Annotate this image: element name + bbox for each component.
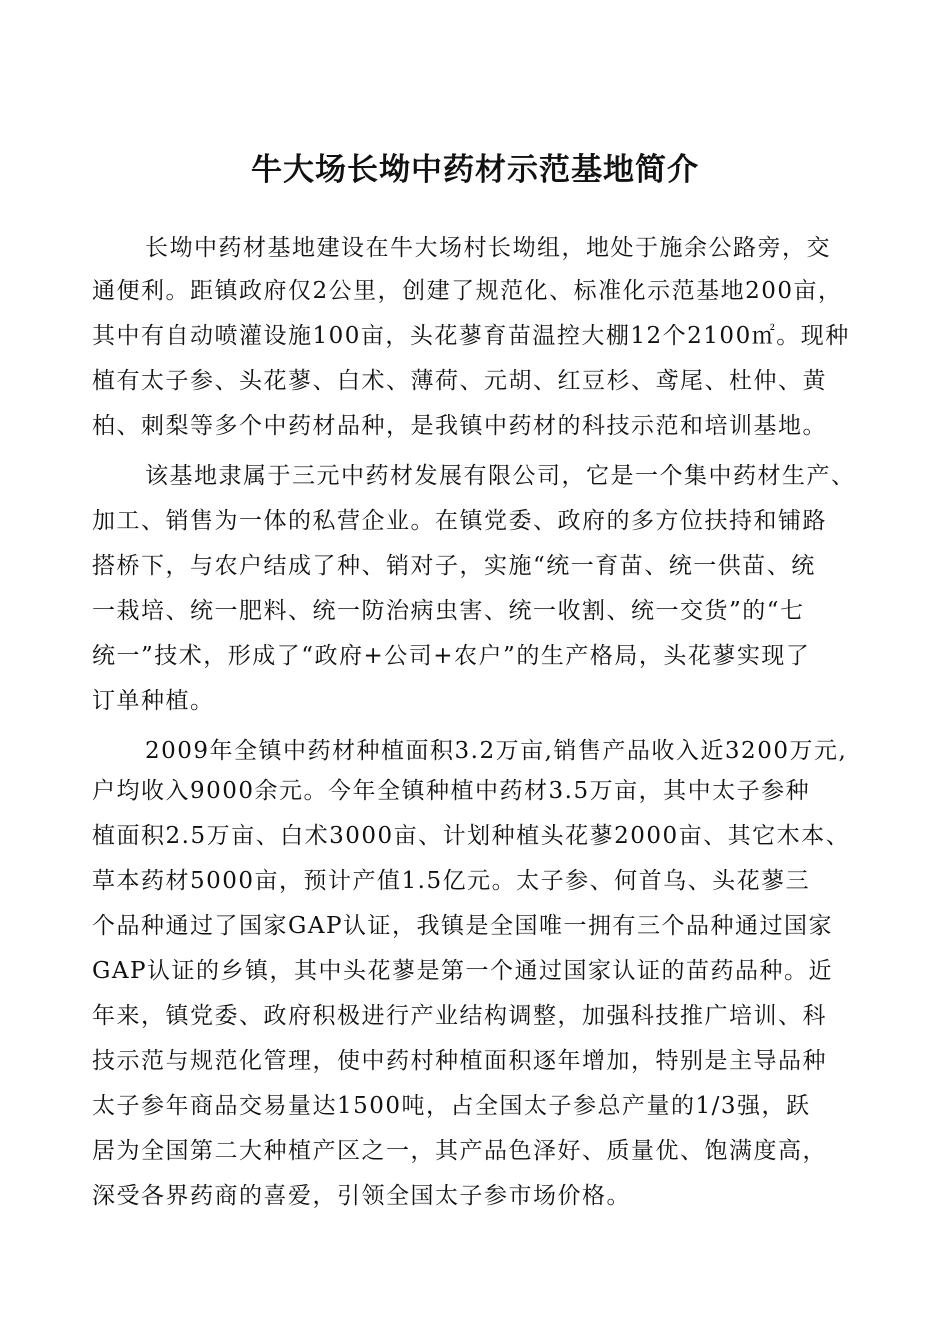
paragraph-3-line-8: 技示范与规范化管理，使中药村种植面积逐年增加，特别是主导品种: [92, 1048, 827, 1074]
paragraph-2-line-5: 统一”技术，形成了“政府+公司+农户”的生产格局，头花蓼实现了: [92, 643, 811, 669]
paragraph-3-line-11: 深受各界药商的喜爱，引领全国太子参市场价格。: [92, 1183, 631, 1209]
paragraph-1-line-3: 其中有自动喷灌设施100亩，头花蓼育苗温控大棚12个2100㎡。现种: [92, 323, 850, 349]
paragraph-1-line-4: 植有太子参、头花蓼、白术、薄荷、元胡、红豆杉、鸢尾、杜仲、黄: [92, 368, 827, 394]
paragraph-3-line-1: 2009年全镇中药材种植面积3.2万亩,销售产品收入近3200万元,: [145, 738, 848, 764]
paragraph-3-line-4: 草本药材5000亩，预计产值1.5亿元。太子参、何首乌、头花蓼三: [92, 868, 811, 894]
paragraph-2-line-1: 该基地隶属于三元中药材发展有限公司，它是一个集中药材生产、: [145, 463, 856, 489]
paragraph-1-line-2: 通便利。距镇政府仅2公里，创建了规范化、标准化示范基地200亩，: [92, 278, 843, 304]
paragraph-3-line-10: 居为全国第二大种植产区之一，其产品色泽好、质量优、饱满度高，: [92, 1138, 827, 1164]
paragraph-3-line-7: 年来，镇党委、政府积极进行产业结构调整，加强科技推广培训、科: [92, 1003, 827, 1029]
paragraph-3-line-3: 植面积2.5万亩、白术3000亩、计划种植头花蓼2000亩、其它木本、: [92, 823, 851, 849]
paragraph-3-line-9: 太子参年商品交易量达1500吨，占全国太子参总产量的1/3强，跃: [92, 1093, 811, 1119]
paragraph-2-line-2: 加工、销售为一体的私营企业。在镇党委、政府的多方位扶持和铺路: [92, 508, 827, 534]
paragraph-1-line-5: 柏、刺梨等多个中药材品种，是我镇中药材的科技示范和培训基地。: [92, 413, 827, 439]
paragraph-3-line-5: 个品种通过了国家GAP认证，我镇是全国唯一拥有三个品种通过国家: [92, 913, 833, 939]
paragraph-1-line-1: 长坳中药材基地建设在牛大场村长坳组，地处于施余公路旁，交: [145, 235, 831, 261]
paragraph-2-line-3: 搭桥下，与农户结成了种、销对子，实施“统一育苗、统一供苗、统: [92, 553, 816, 579]
paragraph-3-line-2: 户均收入9000余元。今年全镇种植中药材3.5万亩，其中太子参种: [92, 778, 811, 804]
paragraph-2-line-6: 订单种植。: [92, 688, 215, 714]
paragraph-3-line-6: GAP认证的乡镇，其中头花蓼是第一个通过国家认证的苗药品种。近: [92, 958, 833, 984]
paragraph-2-line-4: 一栽培、统一肥料、统一防治病虫害、统一收割、统一交货”的“七: [92, 598, 805, 624]
document-title: 牛大场长坳中药材示范基地简介: [251, 152, 699, 188]
